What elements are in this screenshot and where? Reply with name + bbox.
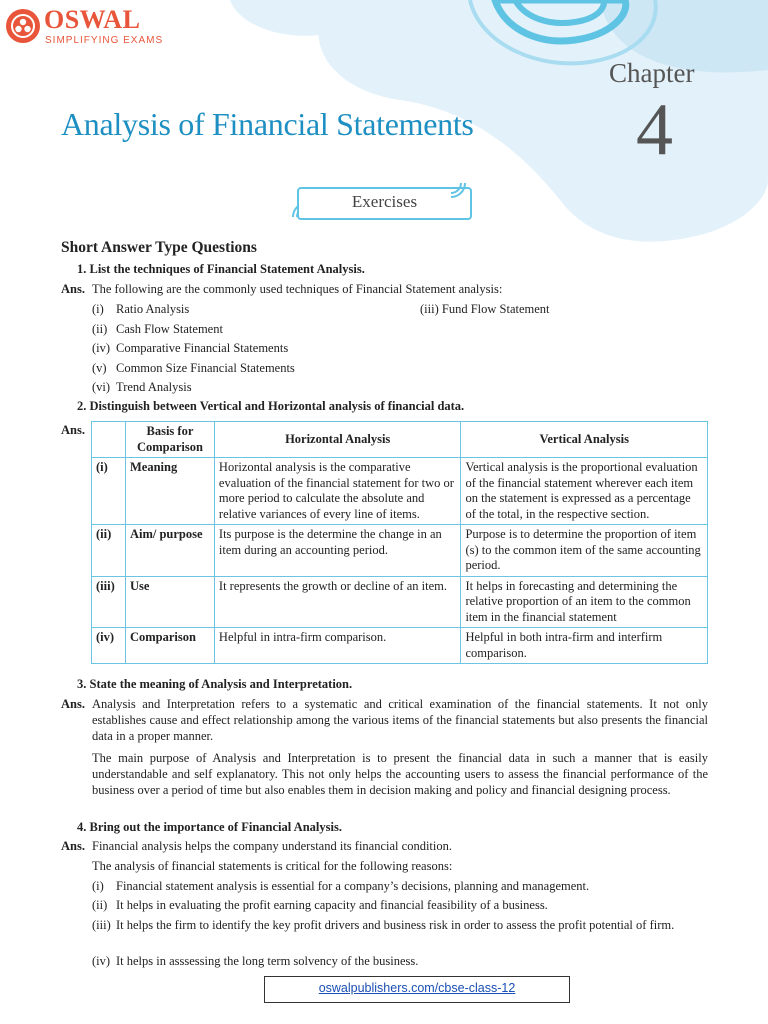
- list-item: Financial statement analysis is essential for a company’s decisions, planning and management.: [116, 879, 590, 893]
- table-row: [92, 525, 708, 577]
- ans-label: Ans.: [61, 423, 85, 437]
- list-num: (vi): [92, 380, 111, 394]
- list-num: (i): [92, 302, 104, 316]
- row-num: (ii): [92, 525, 126, 577]
- ans-label: Ans.: [61, 839, 85, 853]
- chapter-label: Chapter: [609, 58, 695, 88]
- table-row: [92, 576, 708, 628]
- list-num: (i): [92, 879, 104, 893]
- row-vertical: It helps in forecasting and determining the relative proportion of an item to the common item in the financial statement: [461, 576, 708, 628]
- list-item: Common Size Financial Statements: [116, 361, 295, 375]
- table-header-num: [92, 422, 126, 458]
- row-num: (i): [92, 458, 126, 525]
- exercises-label: Exercises: [351, 192, 418, 211]
- row-basis: Comparison: [125, 628, 214, 664]
- footer-box: [264, 976, 570, 1003]
- brand-name: OSWAL: [44, 5, 141, 34]
- row-basis: Aim/ purpose: [125, 525, 214, 577]
- row-num: (iii): [92, 576, 126, 628]
- table-header-horizontal: Horizontal Analysis: [214, 422, 461, 458]
- answer-3-para-2: The main purpose of Analysis and Interpretation is to present the financial data in such a manner that is easily understandable and self explanatory. This not only helps the accounting users to assess the financial performance of the business over a period of time but also enables them in decision making and policy and financial designing process.: [92, 751, 708, 797]
- chapter-number: 4: [636, 89, 673, 171]
- list-item: Ratio Analysis: [116, 302, 190, 316]
- list-item: Trend Analysis: [116, 380, 192, 394]
- answer-1-intro: The following are the commonly used techniques of Financial Statement analysis:: [92, 282, 503, 296]
- section-title: Short Answer Type Questions: [61, 239, 257, 256]
- ans-label: Ans.: [61, 697, 85, 711]
- row-vertical: Helpful in both intra-firm and interfirm comparison.: [461, 628, 708, 664]
- footer-link[interactable]: oswalpublishers.com/cbse-class-12: [318, 981, 516, 995]
- list-item: It helps in asssessing the long term solvency of the business.: [116, 954, 419, 968]
- question-2: 2. Distinguish between Vertical and Horizontal analysis of financial data.: [77, 399, 465, 413]
- list-num: (ii): [92, 322, 108, 336]
- answer-4-para-1: Financial analysis helps the company understand its financial condition.: [92, 839, 452, 853]
- table-header-vertical: Vertical Analysis: [461, 422, 708, 458]
- list-num: (iii): [92, 918, 111, 932]
- row-num: (iv): [92, 628, 126, 664]
- row-horizontal: It represents the growth or decline of an item.: [214, 576, 461, 628]
- list-num: (iv): [92, 954, 111, 968]
- page-title: Analysis of Financial Statements: [61, 106, 474, 142]
- list-item: It helps in evaluating the profit earning capacity and financial feasibility of a business.: [116, 898, 548, 912]
- row-vertical: Purpose is to determine the proportion of item (s) to the common item of the same accounting period.: [461, 525, 708, 577]
- row-horizontal: Horizontal analysis is the comparative evaluation of the financial statement for two or more period to calculate the absolute and relative variances of every line of items.: [214, 458, 461, 525]
- table-row: [92, 458, 708, 525]
- brand-tagline: SIMPLIFYING EXAMS: [45, 35, 164, 46]
- question-1: 1. List the techniques of Financial Statement Analysis.: [77, 262, 365, 276]
- list-item: It helps the firm to identify the key profit drivers and business risk in order to assess the profit potential of firm.: [116, 918, 675, 932]
- table-header-row: [92, 422, 708, 458]
- row-horizontal: Its purpose is the determine the change in an item during an accounting period.: [214, 525, 461, 577]
- list-num: (v): [92, 361, 107, 375]
- brand-logo-icon: [6, 9, 40, 43]
- question-3: 3. State the meaning of Analysis and Interpretation.: [77, 677, 353, 691]
- comparison-table: [91, 421, 708, 664]
- question-4: 4. Bring out the importance of Financial Analysis.: [77, 820, 342, 834]
- list-item: Cash Flow Statement: [116, 322, 223, 336]
- answer-3-para-1: Analysis and Interpretation refers to a systematic and critical examination of the financial statements. It not only establishes cause and effect relationship among the various items of the financial statements but also presents the financial data in a proper manner.: [92, 697, 708, 743]
- row-horizontal: Helpful in intra-firm comparison.: [214, 628, 461, 664]
- row-basis: Meaning: [125, 458, 214, 525]
- ans-label: Ans.: [61, 282, 85, 296]
- row-basis: Use: [125, 576, 214, 628]
- table-header-basis: Basis for Comparison: [125, 422, 214, 458]
- table-row: [92, 628, 708, 664]
- list-num: (iv): [92, 341, 111, 355]
- brand-logo: [6, 5, 169, 49]
- list-num: (ii): [92, 898, 108, 912]
- list-item: (iii) Fund Flow Statement: [420, 302, 550, 316]
- exercises-banner: [297, 187, 472, 220]
- answer-4-para-2: The analysis of financial statements is critical for the following reasons:: [92, 859, 453, 873]
- row-vertical: Vertical analysis is the proportional evaluation of the financial statement wherever each item on the statement is expressed as a percentage of the total, in the respective section.: [461, 458, 708, 525]
- list-item: Comparative Financial Statements: [116, 341, 289, 355]
